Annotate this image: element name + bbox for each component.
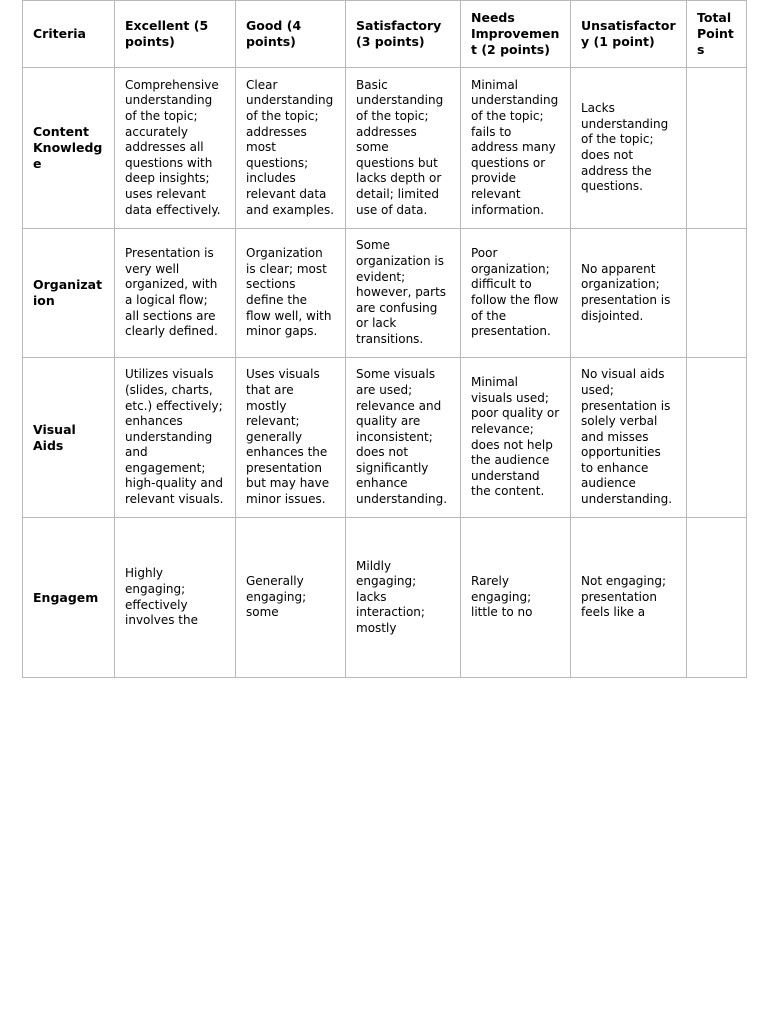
table-header-row — [23, 1, 747, 68]
table-cell: Generally engaging; some — [236, 518, 346, 678]
header-good: Good (4 points) — [236, 1, 346, 68]
total-points-cell — [687, 358, 747, 518]
table-cell: Not engaging; presentation feels like a — [571, 518, 687, 678]
criteria-cell: Content Knowledge — [23, 68, 115, 229]
table-cell: Some organization is evident; however, parts are confusing or lack transitions. — [346, 229, 461, 358]
total-points-cell — [687, 518, 747, 678]
criteria-cell: Engagem — [23, 518, 115, 678]
table-cell: Mildly engaging; lacks interaction; mostly — [346, 518, 461, 678]
total-points-cell — [687, 68, 747, 229]
table-row — [23, 68, 747, 229]
table-cell: Poor organization; difficult to follow the flow of the presentation. — [461, 229, 571, 358]
table-cell: Highly engaging; effectively involves the — [115, 518, 236, 678]
rubric-table — [22, 0, 747, 678]
table-row — [23, 518, 747, 678]
table-cell: Minimal understanding of the topic; fails to address many questions or provide relevant information. — [461, 68, 571, 229]
criteria-cell: Visual Aids — [23, 358, 115, 518]
header-unsatisfactory: Unsatisfactory (1 point) — [571, 1, 687, 68]
table-cell: No apparent organization; presentation is disjointed. — [571, 229, 687, 358]
total-points-cell — [687, 229, 747, 358]
table-row — [23, 229, 747, 358]
table-cell: Minimal visuals used; poor quality or relevance; does not help the audience understand the content. — [461, 358, 571, 518]
table-cell: Lacks understanding of the topic; does not address the questions. — [571, 68, 687, 229]
header-needs-improvement: Needs Improvement (2 points) — [461, 1, 571, 68]
table-cell: Comprehensive understanding of the topic; accurately addresses all questions with deep insights; uses relevant data effectively. — [115, 68, 236, 229]
table-cell: No visual aids used; presentation is solely verbal and misses opportunities to enhance audience understanding. — [571, 358, 687, 518]
table-row — [23, 358, 747, 518]
table-cell: Utilizes visuals (slides, charts, etc.) effectively; enhances understanding and engagement; high-quality and relevant visuals. — [115, 358, 236, 518]
table-cell: Organization is clear; most sections define the flow well, with minor gaps. — [236, 229, 346, 358]
header-excellent: Excellent (5 points) — [115, 1, 236, 68]
criteria-cell: Organization — [23, 229, 115, 358]
header-criteria: Criteria — [23, 1, 115, 68]
header-satisfactory: Satisfactory (3 points) — [346, 1, 461, 68]
table-cell: Clear understanding of the topic; addresses most questions; includes relevant data and examples. — [236, 68, 346, 229]
header-total-points: Total Points — [687, 1, 747, 68]
table-cell: Basic understanding of the topic; addresses some questions but lacks depth or detail; limited use of data. — [346, 68, 461, 229]
table-cell: Rarely engaging; little to no — [461, 518, 571, 678]
table-cell: Presentation is very well organized, with a logical flow; all sections are clearly defined. — [115, 229, 236, 358]
table-cell: Some visuals are used; relevance and quality are inconsistent; does not significantly enhance understanding. — [346, 358, 461, 518]
table-cell: Uses visuals that are mostly relevant; generally enhances the presentation but may have minor issues. — [236, 358, 346, 518]
